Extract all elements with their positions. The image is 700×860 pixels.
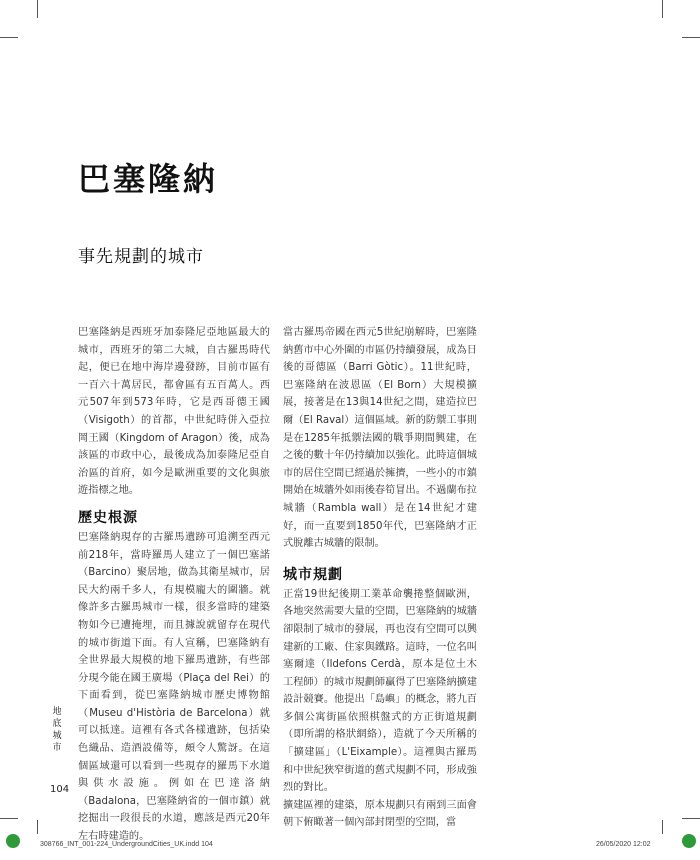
crop-mark-top-left-h — [0, 37, 18, 38]
crop-mark-bottom-right-h — [682, 818, 700, 819]
crop-mark-top-right-h — [682, 37, 700, 38]
registration-mark-right — [682, 834, 696, 848]
crop-mark-bottom-right — [662, 820, 663, 834]
planning-paragraph: 正當19世紀後期工業革命襲捲整個歐洲，各地突然需要大量的空間，巴塞隆納的城牆卻限制了城市的發展，再也沒有空間可以興建新的工廠、住家與鐵路。這時，一位名叫塞爾達（Ildefons Cerdà，原本是位土木工程師）的城市規劃師贏得了巴塞隆納擴建設計競賽。他提出「島嶼」的概念，將九百多個公寓街區依照棋盤式的方正街道規劃（即所謂的格狀網絡），造就了今天所稱的「擴建區」（L'Eixample）。這裡與古羅馬和中世紀狹窄街道的舊式規劃不同，形成強烈的對比。 — [283, 588, 477, 794]
registration-mark-left — [6, 834, 20, 848]
page-number: 104 — [50, 784, 70, 795]
intro-paragraph: 巴塞隆納是西班牙加泰隆尼亞地區最大的城市，西班牙的第二大城，自古羅馬時代起，便已在地中海岸邊發跡，目前市區有一百六十萬居民，都會區有五百萬人。西元507年到573年時，它是西哥德王國（Visigoth）的首都，中世紀時併入亞拉岡王國（Kingdom of Aragon）後，成為該區的市政中心，最後成為加泰隆尼亞自治區的首府，如今是歐洲重要的文化與旅遊指標之地。 — [78, 327, 270, 497]
crop-mark-top-left — [37, 0, 38, 18]
left-column — [78, 324, 270, 846]
right-column — [283, 324, 477, 832]
crop-mark-bottom-left-h — [0, 818, 18, 819]
section-heading-planning: 城市規劃 — [283, 566, 343, 583]
crop-mark-bottom-left — [37, 820, 38, 834]
page-subtitle: 事先規劃的城市 — [78, 247, 204, 267]
page-title: 巴塞隆納 — [78, 160, 219, 198]
history-paragraph: 巴塞隆納現存的古羅馬遺跡可追溯至西元前218年，當時羅馬人建立了一個巴塞諾（Barcino）聚居地，做為其衛星城市，居民大約兩千多人，有規模龐大的圍牆。就像許多古羅馬城市一樣，很多當時的建築物如今已遭掩埋，而且據說就留存在現代的城市街道下面。有人宣稱，巴塞隆納有全世界最大規模的地下羅馬遺跡，有些部分現今能在國王廣場（Plaça del Rei）的下面看到，從巴塞隆納城市歷史博物館（Museu d'Història de Barcelona）就可以抵達。這裡有各式各樣遺跡，包括染色織品、造酒設備等，頗令人驚訝。在這個區域還可以看到一些現存的羅馬下水道與供水設施。例如在巴達洛納（Badalona，巴塞隆納省的一個市鎮）就挖掘出一段很長的水道，應該是西元20年左右時建造的。 — [78, 531, 270, 843]
print-slug-file: 308766_INT_001-224_UndergroundCities_UK.indd 104 — [40, 841, 213, 848]
planning-paragraph-2: 擴建區裡的建築，原本規劃只有兩到三面會朝下俯瞰著一個內部封閉型的空間，當 — [283, 799, 477, 829]
print-slug-date: 26/05/2020 12:02 — [596, 841, 651, 848]
history-continued-paragraph: 當古羅馬帝國在西元5世紀崩解時，巴塞隆納舊市中心外圍的市區仍持續發展，成為日後的哥德區（Barri Gòtic）。11世紀時，巴塞隆納在波恩區（El Born）大規模擴展，接著是在13與14世紀之間，建造拉巴爾（El Raval）這個區域。新的防禦工事則是在1285年抵禦法國的戰爭期間興建，在之後的數十年仍持續加以強化。此時這個城市的居住空間已經過於擁擠，一些小的市鎮開始在城牆外如雨後春筍冒出。不過蘭布拉城牆（Rambla wall）是在14世紀才建好，而一直要到1850年代，巴塞隆納才正式脫離古城牆的限制。 — [283, 327, 477, 550]
section-heading-history: 歷史根源 — [78, 509, 138, 526]
crop-mark-top-right — [662, 0, 663, 18]
section-tab: 地 底 城 市 — [52, 707, 62, 753]
